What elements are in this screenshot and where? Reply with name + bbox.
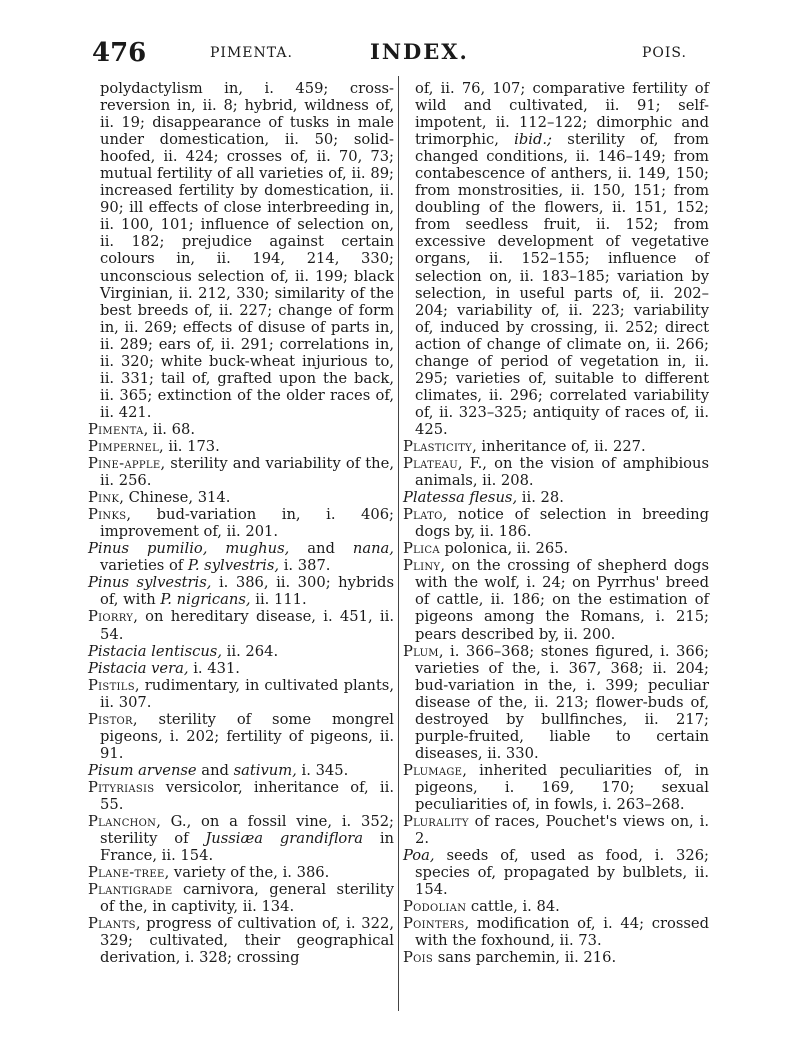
entry-headword: Pinks	[88, 506, 127, 524]
entry-text: seeds of, used as food, i. 326; species of, propagated by bulblets, ii. 154.	[415, 847, 709, 899]
entry-text: ii. 28.	[517, 489, 564, 507]
index-entry	[403, 489, 709, 506]
entry-headword: Plasticity	[403, 437, 473, 455]
entry-headword: Plants	[88, 915, 136, 933]
index-entry	[403, 847, 709, 898]
entry-text: i. 345.	[296, 761, 349, 779]
index-entry	[403, 557, 709, 642]
entry-headword: Pointers	[403, 915, 465, 933]
index-entry	[88, 762, 394, 779]
index-entry	[403, 540, 709, 557]
entry-italic-text: Platessa flesus,	[403, 489, 518, 507]
entry-text: polydactylism in, i. 459; cross-reversion in, ii. 8; hybrid, wildness of, ii. 19; disappearance of tusks in male under domestication, ii. 50; solid-hoofed, ii. 424; crosses of, ii. 70, 73; mutual fertility of all varieties of, ii. 89; increased fertility by domestication, ii. 90; ill effects of close interbreeding in, ii. 100, 101; influence of selection on, ii. 182; prejudice against certain colours in, ii. 194, 214, 330; unconscious selection of, ii. 199; black Virginian, ii. 212, 330; similarity of the best breeds of, ii. 227; change of form in, ii. 269; effects of disuse of parts in, ii. 289; ears of, ii. 291; correlations in, ii. 320; white buck-wheat injurious to, ii. 331; tail of, grafted upon the back, ii. 365; extinction of the older races of, ii. 421.	[100, 80, 394, 421]
index-entry	[88, 813, 394, 864]
entry-headword: Pityriasis	[88, 778, 155, 796]
index-entry	[403, 898, 709, 915]
index-entry	[403, 813, 709, 847]
index-entry	[88, 455, 394, 489]
entry-text: i. 387.	[279, 557, 331, 575]
entry-headword: Plurality	[403, 813, 469, 831]
entry-headword: Plumage	[403, 761, 463, 779]
running-head-right: POIS.	[642, 45, 687, 61]
entry-italic-text: nana,	[352, 540, 394, 558]
entry-headword: Plum	[403, 642, 439, 660]
index-entry	[403, 455, 709, 489]
entry-italic-text: P. sylvestris,	[187, 557, 280, 575]
index-entry	[88, 489, 394, 506]
index-entry	[403, 80, 709, 438]
page-header	[90, 38, 730, 72]
entry-text: of races, Pouchet's views on, i. 2.	[415, 813, 709, 848]
entry-text: carnivora, general sterility of the, in captivity, ii. 134.	[100, 881, 394, 916]
index-entry	[403, 949, 709, 966]
entry-text: i. 386, ii. 300; hybrids of, with	[100, 574, 394, 609]
index-column-right	[403, 80, 709, 966]
entry-text: polonica, ii. 265.	[439, 540, 569, 558]
entry-headword: Pistils	[88, 676, 135, 694]
index-entry	[88, 506, 394, 540]
entry-headword: Plica	[403, 540, 440, 558]
entry-headword: Plantigrade	[88, 881, 173, 899]
entry-text: varieties of	[100, 557, 188, 575]
entry-text: , G., on a fossil vine, i. 352; sterility of	[100, 813, 394, 848]
entry-text: ii. 264.	[222, 642, 279, 660]
entry-text: , inherited peculiarities of, in pigeons, i. 169, 170; sexual peculiarities of, in fowls, i. 263–268.	[415, 761, 709, 813]
entry-italic-text: P. nigricans,	[160, 591, 251, 609]
entry-text: and	[289, 540, 353, 558]
entry-text: , sterility of some mongrel pigeons, i. 202; fertility of pigeons, ii. 91.	[100, 710, 394, 762]
entry-text: of, ii. 76, 107; comparative fertility of wild and cultivated, ii. 91; self-impotent, ii. 112–122; dimorphic and trimorphic,	[415, 80, 709, 149]
entry-italic-text: Pinus pumilio, mughus,	[88, 540, 290, 558]
index-entry	[403, 643, 709, 762]
entry-headword: Plateau	[403, 455, 458, 473]
index-entry	[88, 643, 394, 660]
page-number: 476	[92, 38, 147, 68]
entry-text: , notice of selection in breeding dogs by, ii. 186.	[415, 506, 709, 541]
entry-headword: Pimpernel	[88, 437, 160, 455]
entry-text: , rudimentary, in cultivated plants, ii. 307.	[100, 676, 394, 711]
entry-text: , i. 366–368; stones figured, i. 366; varieties of the, i. 367, 368; ii. 204; bud-variation in the, i. 399; peculiar disease of the, ii. 213; flower-buds of, destroyed by bullfinches, ii. 217; purple-fruited, liable to certain diseases, ii. 330.	[415, 642, 709, 762]
entry-text: cattle, i. 84.	[466, 898, 560, 916]
entry-headword: Pink	[88, 489, 120, 507]
index-entry	[88, 660, 394, 677]
index-entry	[403, 438, 709, 455]
entry-italic-text: Poa,	[403, 847, 435, 865]
entry-text: versicolor, inheritance of, ii. 55.	[100, 778, 394, 813]
entry-text: , sterility and variability of the, ii. 256.	[100, 455, 394, 490]
entry-text: i. 431.	[188, 659, 240, 677]
entry-text: , progress of cultivation of, i. 322, 329; cultivated, their geographical derivation, i. 328; crossing	[100, 915, 394, 967]
entry-text: sterility of, from changed conditions, ii. 146–149; from contabescence of anthers, ii. 149, 150; from monstrosities, ii. 150, 151; from doubling of the flowers, ii. 151, 152; from seedless fruit, ii. 152; from excessive development of vegetative organs, ii. 152–155; influence of selection on, ii. 183–185; variation by selection, in useful parts of, ii. 202–204; variability of, ii. 223; variability of, induced by crossing, ii. 252; direct action of change of climate on, ii. 266; change of period of vegetation in, ii. 295; varieties of, suitable to different climates, ii. 296; correlated variability of, ii. 323–325; antiquity of races of, ii. 425.	[415, 131, 709, 438]
entry-italic-text: ibid.;	[514, 131, 552, 149]
entry-text: , Chinese, 314.	[119, 489, 231, 507]
index-entry	[88, 881, 394, 915]
entry-headword: Pois	[403, 949, 434, 967]
entry-italic-text: Pistacia lentiscus,	[88, 642, 223, 660]
entry-headword: Piorry	[88, 608, 134, 626]
entry-text: , ii. 68.	[143, 420, 196, 438]
entry-headword: Planchon	[88, 813, 157, 831]
entry-text: , modification of, i. 44; crossed with the foxhound, ii. 73.	[415, 915, 709, 950]
entry-headword: Pine-apple	[88, 455, 161, 473]
entry-italic-text: sativum,	[233, 761, 297, 779]
index-entry	[403, 762, 709, 813]
index-entry	[88, 915, 394, 966]
entry-text: and	[196, 761, 234, 779]
index-entry	[88, 80, 394, 421]
index-entry	[88, 864, 394, 881]
entry-text: , bud-variation in, i. 406; improvement of, ii. 201.	[100, 506, 394, 541]
entry-italic-text: Pistacia vera,	[88, 659, 189, 677]
index-entry	[403, 506, 709, 540]
entry-headword: Pliny	[403, 557, 441, 575]
entry-headword: Plane-tree	[88, 864, 165, 882]
entry-headword: Podolian	[403, 898, 467, 916]
entry-text: , on the crossing of shepherd dogs with the wolf, i. 24; on Pyrrhus' breed of cattle, ii. 186; on the estimation of pigeons among the Romans, i. 215; pears described by, ii. 200.	[415, 557, 709, 643]
index-entry	[88, 540, 394, 574]
index-entry	[88, 608, 394, 642]
entry-text: sans parchemin, ii. 216.	[433, 949, 617, 967]
index-entry	[88, 711, 394, 762]
page-title: INDEX.	[370, 39, 469, 64]
entry-text: , on hereditary disease, i. 451, ii. 54.	[100, 608, 394, 643]
running-head-left: PIMENTA.	[210, 45, 293, 61]
entry-text: in France, ii. 154.	[100, 830, 394, 865]
index-entry	[88, 677, 394, 711]
index-entry	[88, 421, 394, 438]
column-divider	[398, 76, 399, 1011]
entry-italic-text: Pisum arvense	[88, 761, 197, 779]
entry-headword: Pimenta	[88, 420, 144, 438]
entry-text: , ii. 173.	[159, 437, 220, 455]
index-entry	[88, 438, 394, 455]
entry-text: ii. 111.	[250, 591, 307, 609]
entry-headword: Pistor	[88, 710, 133, 728]
entry-text: , inheritance of, ii. 227.	[472, 437, 646, 455]
index-entry	[88, 779, 394, 813]
entry-text: , F., on the vision of amphibious animals, ii. 208.	[415, 455, 709, 490]
entry-headword: Plato	[403, 506, 443, 524]
index-entry	[88, 574, 394, 608]
entry-text: , variety of the, i. 386.	[164, 864, 330, 882]
index-column-left	[88, 80, 394, 966]
index-entry	[403, 915, 709, 949]
entry-italic-text: Pinus sylvestris,	[88, 574, 212, 592]
entry-italic-text: Jussiæa grandiflora	[205, 830, 364, 848]
